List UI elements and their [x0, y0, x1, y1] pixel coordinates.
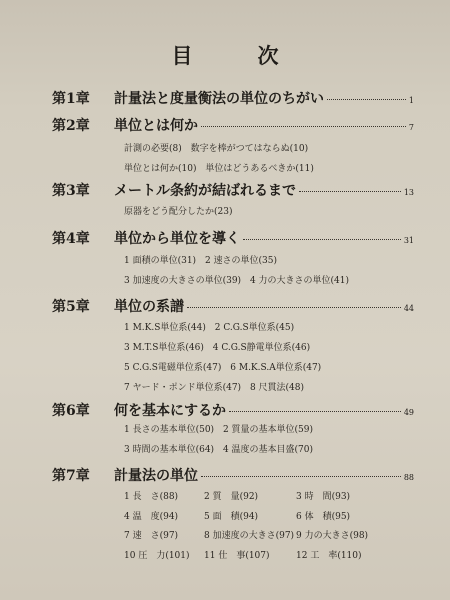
chapter-2	[52, 115, 414, 135]
section-line	[124, 525, 406, 545]
section-line	[124, 251, 430, 271]
section-entry: 8 尺貫法(48)	[249, 383, 304, 393]
dot-leader	[243, 239, 401, 240]
chapter-label: 第5章	[52, 299, 90, 315]
section-entry: 3 時 間(93)	[296, 492, 351, 503]
section-entry: 1 面積の単位(31)	[124, 256, 197, 266]
chapter-page: 49	[403, 408, 414, 417]
section-entry: 2 速さの単位(35)	[204, 256, 277, 266]
chapter-4-sections	[124, 251, 430, 291]
section-line	[124, 338, 430, 358]
chapter-page: 31	[403, 236, 414, 245]
section-line	[124, 378, 430, 398]
chapter-6-sections	[124, 420, 430, 460]
section-line	[124, 358, 430, 378]
page-title: 目 次	[171, 43, 301, 68]
section-entry: 7 速 さ(97)	[124, 531, 179, 542]
section-entry: 2 質 量(92)	[204, 492, 259, 503]
section-line	[124, 202, 430, 222]
section-entry: 原器をどう配分したか(23)	[124, 207, 233, 217]
chapter-6	[52, 400, 414, 420]
section-entry: 5 面 積(94)	[204, 511, 259, 522]
section-entry: 4 C.G.S静電単位系(46)	[212, 343, 311, 353]
chapter-3	[52, 180, 414, 200]
section-entry: 4 温 度(94)	[124, 511, 179, 522]
chapter-2-sections	[124, 139, 430, 179]
section-entry: 1 長さの基本単位(50)	[124, 425, 215, 435]
section-entry: 3 時間の基本単位(64)	[124, 445, 215, 455]
chapter-7-sections	[124, 486, 406, 564]
section-line	[124, 159, 430, 179]
chapter-title: メートル条約が結ばれるまで	[114, 183, 296, 199]
section-entry: 5 C.G.S電磁単位系(47)	[124, 363, 222, 373]
chapter-label: 第2章	[52, 118, 90, 134]
dot-leader	[187, 307, 401, 308]
section-entry: 10 圧 力(101)	[124, 550, 190, 561]
chapter-label: 第1章	[52, 91, 90, 107]
section-entry: 3 加速度の大きさの単位(39)	[124, 276, 242, 286]
section-line	[124, 486, 406, 506]
chapter-title: 計量法と度量衡法の単位のちがい	[114, 91, 324, 107]
section-entry: 1 長 さ(88)	[124, 492, 179, 503]
chapter-7	[52, 465, 414, 485]
section-entry: 2 C.G.S単位系(45)	[214, 323, 295, 333]
section-entry: 9 力の大きさ(98)	[296, 531, 369, 542]
section-line	[124, 506, 406, 526]
section-entry: 6 体 積(95)	[296, 511, 351, 522]
chapter-label: 第7章	[52, 468, 90, 484]
section-entry: 2 質量の基本単位(59)	[222, 425, 313, 435]
section-entry: 単位とは何か(10)	[124, 164, 197, 174]
chapter-label: 第6章	[52, 403, 90, 419]
dot-leader	[201, 476, 401, 477]
section-line	[124, 318, 430, 338]
section-line	[124, 440, 430, 460]
section-entry: 3 M.T.S単位系(46)	[124, 343, 204, 353]
section-entry: 単位はどうあるべきか(11)	[205, 164, 314, 174]
chapter-label: 第4章	[52, 231, 90, 247]
chapter-title: 単位とは何か	[114, 118, 198, 134]
section-entry: 数字を棒がつてはならぬ(10)	[190, 144, 309, 154]
dot-leader	[299, 191, 401, 192]
section-entry: 4 温度の基本目盛(70)	[222, 445, 313, 455]
chapter-5-sections	[124, 318, 430, 398]
section-entry: 1 M.K.S単位系(44)	[124, 323, 206, 333]
chapter-title: 単位から単位を導く	[114, 231, 240, 247]
chapter-label: 第3章	[52, 183, 90, 199]
chapter-1	[52, 88, 414, 108]
chapter-page: 1	[408, 96, 414, 105]
section-line	[124, 139, 430, 159]
section-entry: 4 力の大きさの単位(41)	[249, 276, 349, 286]
chapter-page: 13	[403, 188, 414, 197]
chapter-page: 7	[408, 123, 414, 132]
section-line	[124, 545, 406, 565]
chapter-title: 計量法の単位	[114, 468, 198, 484]
section-entry: 6 M.K.S.A単位系(47)	[230, 363, 322, 373]
section-entry: 8 加速度の大きさ(97)	[204, 531, 295, 542]
section-entry: 7 ヤード・ポンド単位系(47)	[124, 383, 242, 393]
dot-leader	[201, 126, 406, 127]
section-line	[124, 271, 430, 291]
section-line	[124, 420, 430, 440]
section-entry: 12 工 率(110)	[296, 550, 362, 561]
section-entry: 計測の必要(8)	[124, 144, 182, 154]
chapter-3-sections	[124, 202, 430, 222]
dot-leader	[327, 99, 406, 100]
chapter-page: 88	[403, 473, 414, 482]
chapter-5	[52, 296, 414, 316]
chapter-title: 単位の系譜	[114, 299, 184, 315]
chapter-page: 44	[403, 304, 414, 313]
chapter-title: 何を基本にするか	[114, 403, 226, 419]
chapter-4	[52, 228, 414, 248]
section-entry: 11 仕 事(107)	[204, 550, 270, 561]
dot-leader	[229, 411, 401, 412]
